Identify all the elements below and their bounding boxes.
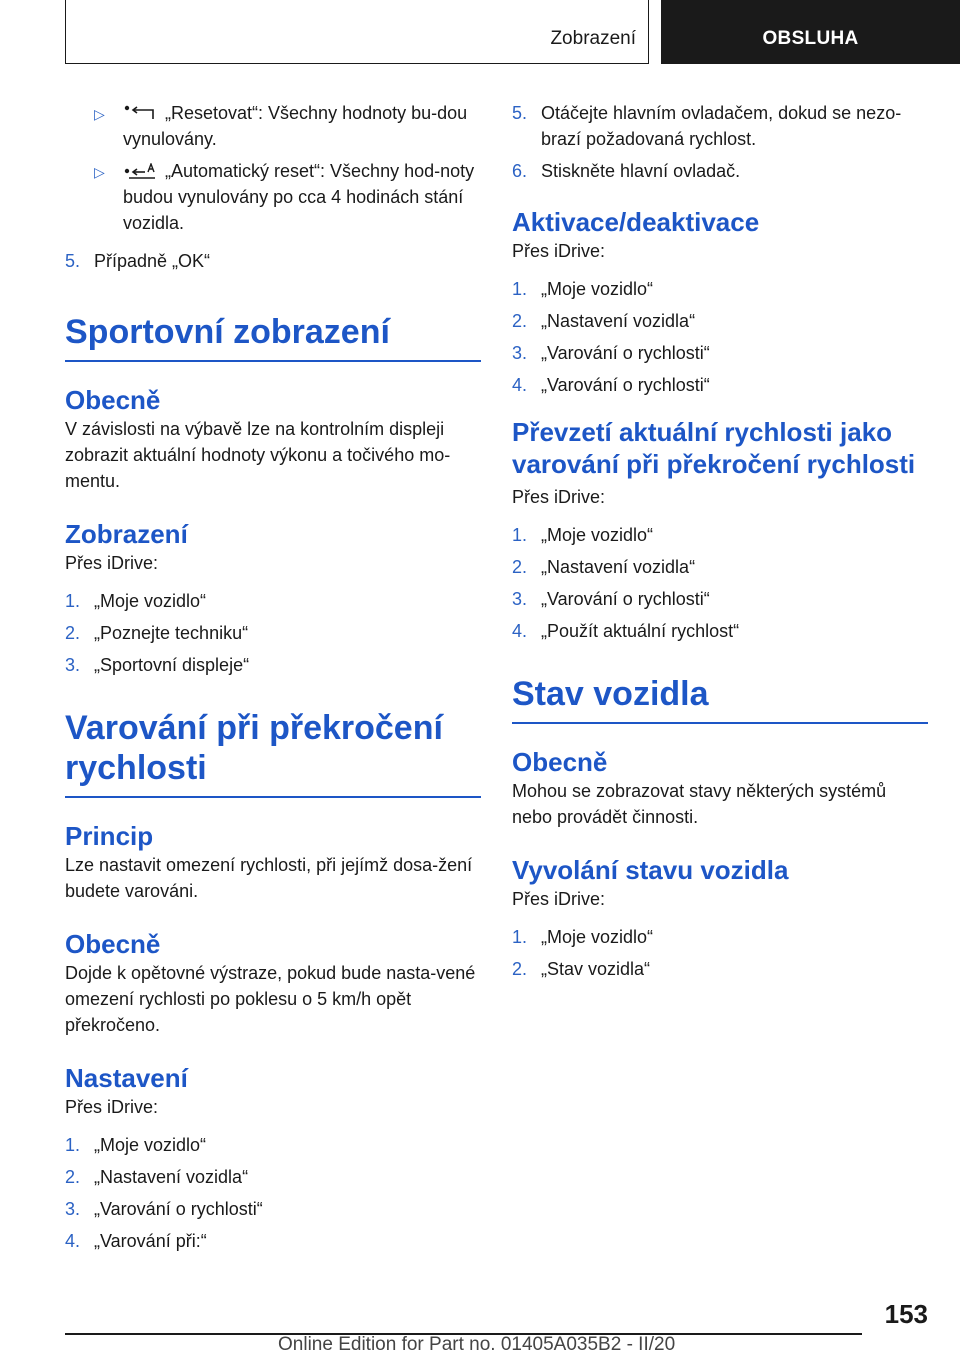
step-number: 6. — [512, 161, 528, 181]
step-text: „Sportovní displeje“ — [94, 655, 250, 675]
section-heading: Obecně — [512, 747, 608, 777]
paragraph: Přes iDrive: — [65, 1097, 159, 1117]
list-item — [512, 100, 928, 152]
step-text: Otáčejte hlavním ovladačem, dokud se nezo-brazí požadovaná rychlost. — [541, 103, 902, 149]
section-heading: Obecně — [65, 929, 161, 959]
list-item — [65, 100, 481, 152]
step-text: Případně „OK“ — [94, 251, 211, 271]
step-text: „Varování o rychlosti“ — [94, 1199, 263, 1219]
chapter-title: Varování při překročení rychlosti — [65, 708, 481, 798]
list-item — [512, 522, 928, 548]
step-text: „Varování při:“ — [94, 1231, 207, 1251]
step-text: „Varování o rychlosti“ — [541, 343, 710, 363]
list-item — [65, 620, 481, 646]
step-number: 2. — [512, 557, 528, 577]
option-reset-text: „Resetovat“: Všechny hodnoty bu-dou vynulovány. — [123, 103, 468, 149]
paragraph: Přes iDrive: — [512, 889, 606, 909]
list-item — [65, 1228, 481, 1254]
paragraph: Přes iDrive: — [512, 487, 606, 507]
list-item — [512, 340, 928, 366]
step-list — [65, 248, 481, 274]
section-heading: Princip — [65, 821, 154, 851]
footer-edition: Online Edition for Part no. 01405A035B2 - II/20 — [278, 1334, 676, 1355]
left-column — [65, 100, 481, 1260]
step-list — [512, 276, 928, 398]
step-text: „Moje vozidlo“ — [94, 1135, 207, 1155]
step-text: „Varování o rychlosti“ — [541, 375, 710, 395]
list-item — [65, 652, 481, 678]
auto-reset-icon — [123, 163, 157, 179]
step-text: „Moje vozidlo“ — [541, 279, 654, 299]
section-heading: Převzetí aktuální rychlosti jako varování při překročení rychlosti — [512, 417, 916, 479]
step-number: 4. — [512, 375, 528, 395]
section-heading: Zobrazení — [65, 519, 188, 549]
list-item — [65, 588, 481, 614]
list-item — [65, 158, 481, 236]
step-list — [512, 522, 928, 644]
step-number: 1. — [512, 279, 528, 299]
chapter-title: Sportovní zobrazení — [65, 312, 481, 362]
right-column — [512, 100, 928, 988]
list-item — [512, 372, 928, 398]
page-number: 153 — [884, 1299, 928, 1329]
paragraph: Lze nastavit omezení rychlosti, při jejímž dosa-žení budete varováni. — [65, 855, 473, 901]
step-number: 1. — [512, 525, 528, 545]
list-item — [512, 276, 928, 302]
header-section-title: Zobrazení — [550, 28, 636, 49]
section-heading: Obecně — [65, 385, 161, 415]
step-list — [512, 924, 928, 982]
reset-icon — [123, 105, 157, 121]
step-list — [512, 100, 928, 184]
step-text: „Použít aktuální rychlost“ — [541, 621, 740, 641]
list-item — [512, 956, 928, 982]
list-item — [512, 924, 928, 950]
step-text: „Moje vozidlo“ — [541, 525, 654, 545]
step-number: 1. — [512, 927, 528, 947]
step-text: „Varování o rychlosti“ — [541, 589, 710, 609]
step-number: 5. — [512, 103, 528, 123]
step-number: 4. — [65, 1231, 81, 1251]
list-item — [65, 248, 481, 274]
section-heading: Vyvolání stavu vozidla — [512, 855, 789, 885]
header-chapter-tab: OBSLUHA — [661, 0, 960, 64]
step-number: 3. — [65, 655, 81, 675]
step-text: „Nastavení vozidla“ — [541, 311, 696, 331]
step-list — [65, 1132, 481, 1254]
paragraph: Přes iDrive: — [512, 241, 606, 261]
step-number: 3. — [512, 343, 528, 363]
step-number: 3. — [65, 1199, 81, 1219]
section-heading: Nastavení — [65, 1063, 188, 1093]
triangle-bullet-icon: ▷ — [94, 164, 105, 180]
paragraph: Dojde k opětovné výstraze, pokud bude nasta-vené omezení rychlosti po poklesu o 5 km/h opět překročeno. — [65, 963, 476, 1035]
step-number: 5. — [65, 251, 81, 271]
step-text: „Moje vozidlo“ — [541, 927, 654, 947]
step-number: 4. — [512, 621, 528, 641]
list-item — [65, 1164, 481, 1190]
list-item — [65, 1132, 481, 1158]
step-text: „Nastavení vozidla“ — [541, 557, 696, 577]
step-text: Stiskněte hlavní ovladač. — [541, 161, 741, 181]
step-text: „Stav vozidla“ — [541, 959, 651, 979]
list-item — [65, 1196, 481, 1222]
step-number: 3. — [512, 589, 528, 609]
paragraph: Přes iDrive: — [65, 553, 159, 573]
list-item — [512, 586, 928, 612]
list-item — [512, 554, 928, 580]
chapter-title: Stav vozidla — [512, 674, 928, 724]
option-auto-reset-text: „Automatický reset“: Všechny hod-noty budou vynulovány po cca 4 hodinách stání vozidla. — [123, 161, 475, 233]
paragraph: Mohou se zobrazovat stavy některých systémů nebo provádět činnosti. — [512, 781, 887, 827]
step-number: 1. — [65, 591, 81, 611]
step-number: 1. — [65, 1135, 81, 1155]
step-number: 2. — [512, 959, 528, 979]
step-text: „Poznejte techniku“ — [94, 623, 249, 643]
list-item — [512, 618, 928, 644]
step-text: „Moje vozidlo“ — [94, 591, 207, 611]
step-list — [65, 588, 481, 678]
step-number: 2. — [65, 1167, 81, 1187]
option-list — [65, 100, 481, 236]
step-number: 2. — [65, 623, 81, 643]
step-number: 2. — [512, 311, 528, 331]
paragraph: V závislosti na výbavě lze na kontrolním displeji zobrazit aktuální hodnoty výkonu a točivého mo-mentu. — [65, 419, 451, 491]
list-item — [512, 158, 928, 184]
list-item — [512, 308, 928, 334]
triangle-bullet-icon: ▷ — [94, 106, 105, 122]
section-heading: Aktivace/deaktivace — [512, 207, 760, 237]
step-text: „Nastavení vozidla“ — [94, 1167, 249, 1187]
